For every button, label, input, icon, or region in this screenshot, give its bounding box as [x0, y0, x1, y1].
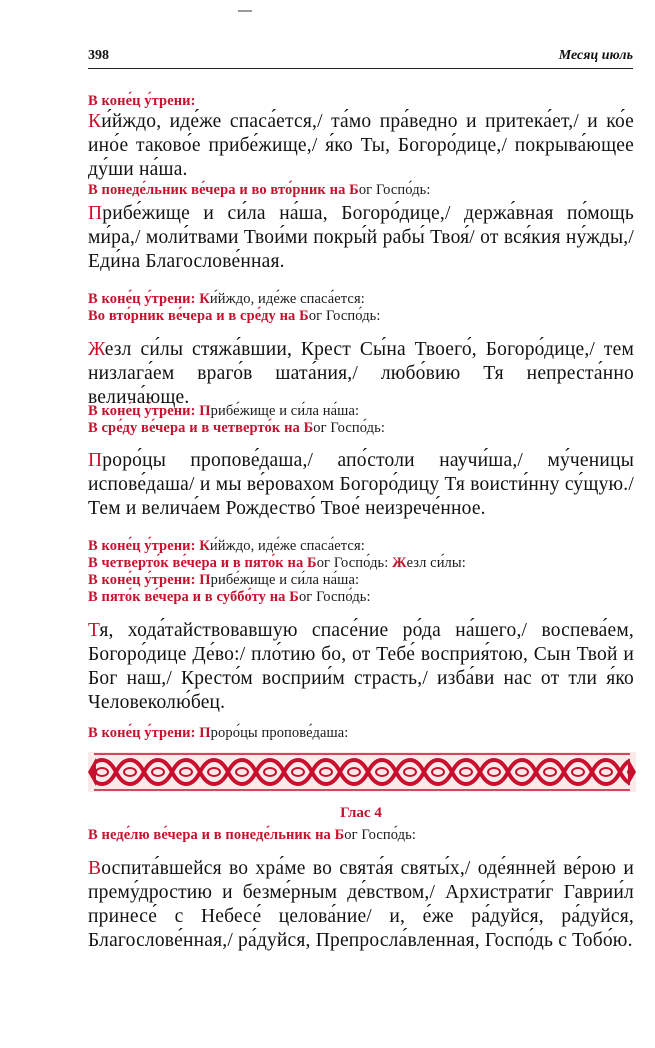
rubric-line — [88, 419, 634, 437]
hymn-body: роро́цы пропове́даша,/ апо́столи научи́ша,/ му́ченицы испове́даша/ и мы ве́ровахом Богоро́дицу Тя воисти́нну су́щую./ Тем и велича́ем Рождество́ Твое́ неизрече́нное. — [88, 450, 634, 519]
rubric-line — [88, 588, 634, 606]
ornament-divider — [88, 752, 636, 792]
rubric-incipit-text: ог Госпо́дь: — [308, 308, 381, 324]
rubric-incipit-text: ог Госпо́дь: — [344, 827, 416, 843]
rubric-incipit-text: рибе́жище и си́ла на́ша: — [210, 572, 360, 588]
rubric-line — [88, 724, 634, 742]
hymn-text — [88, 110, 634, 182]
hymn-body: рибе́жище и си́ла на́ша, Богоро́дице,/ держа́вная по́мощь ми́ра,/ моли́твами Твои́ми покры́й рабы́ Твоя́/ от вся́кия ну́жды,/ Еди́на Благослове́нная. — [88, 203, 634, 272]
rubric-red-text: В четверто́к ве́чера и в пято́к на Б — [88, 555, 317, 571]
rubric-incipit-text: рибе́жище и си́ла на́ша: — [210, 403, 360, 419]
rubric-red-text: В коне́ц у́трени: П — [88, 572, 211, 588]
hymn-text — [88, 202, 634, 274]
rubric-line — [88, 554, 634, 572]
rubric-incipit-text: ог Госпо́дь: — [316, 555, 393, 571]
rubric-red-text: Ж — [392, 555, 407, 571]
hymn-body: езл си́лы стяжа́вшии, Крест Сы́на Твоего́, Богоро́дице,/ тем низлага́ем враго́в шата́ния,/ любо́вию Тя непреста́нно велича́юще. — [88, 339, 634, 408]
page-number: 398 — [88, 48, 109, 63]
running-title: Месяц июль — [558, 48, 633, 63]
rubric-line — [88, 571, 634, 589]
rubric-red-text: В коне́ц у́трени: К — [88, 538, 210, 554]
rubric-red-text: В коне́ц у́трени: П — [88, 403, 211, 419]
rubric-line — [88, 92, 634, 110]
rubric-line — [88, 826, 634, 844]
rubric-line — [88, 402, 634, 420]
hymn-text — [88, 338, 634, 410]
hymn-text — [88, 619, 634, 715]
initial-letter: П — [88, 450, 103, 471]
initial-letter: П — [88, 203, 103, 224]
rubric-incipit-text: ог Госпо́дь: — [313, 420, 385, 436]
rubric-red-text: В неде́лю ве́чера и в понеде́льник на Б — [88, 827, 345, 843]
rubric-red-text: В пято́к ве́чера и в суббо́ту на Б — [88, 589, 299, 605]
rubric-incipit-text: езл си́лы: — [406, 555, 466, 571]
rubric-incipit-text: роро́цы пропове́даша: — [210, 725, 349, 741]
rubric-red-text: В коне́ц у́трени: П — [88, 725, 211, 741]
hymn-text — [88, 857, 634, 953]
rubric-line — [88, 537, 634, 555]
rubric-line — [88, 181, 634, 199]
initial-letter: Т — [88, 620, 100, 641]
hymn-body: я, хода́тайствовавшую спасе́ние ро́да на́шего,/ воспева́ем, Богоро́дице Де́во:/ пло́тию бо, от Тебе́ восприя́тою, Сын Твой и Бог наш,/ Кресто́м восприи́м страсть,/ изба́ви нас от тли я́ко Человеколю́бец. — [88, 620, 634, 713]
hymn-text — [88, 449, 634, 521]
rubric-line — [88, 307, 634, 325]
initial-letter: В — [88, 858, 102, 879]
hymn-body: оспита́вшейся во хра́ме во свята́я святы́х,/ оде́янней ве́рою и прему́дростию и безме́рным де́вством,/ Архистрати́г Гаврии́л принесе́ с Небесе́ целова́ние/ и, е́же ра́дуйся, ра́дуйся, Благослове́нная,/ ра́дуйся, Препросла́вленная, Госпо́дь с Тобо́ю. — [88, 858, 634, 951]
rubric-incipit-text: ог Госпо́дь: — [298, 589, 371, 605]
initial-letter: К — [88, 111, 102, 132]
rubric-red-text: В понеде́льник ве́чера и во вто́рник на Б — [88, 182, 359, 198]
rubric-incipit-text: и́йждо, иде́же спаса́ется: — [209, 538, 365, 554]
scan-mark — [238, 10, 252, 12]
tone-heading: Глас 4 — [340, 805, 382, 821]
hymn-body: и́йждо, иде́же спаса́ется,/ та́мо пра́ведно и притека́ет,/ и ко́е ино́е таково́е прибе́жище,/ я́ко Ты, Богоро́дице,/ покрыва́ющее ду́ши на́ша. — [88, 111, 634, 180]
rubric-red-text: В коне́ц у́трени: — [88, 93, 196, 109]
rubric-red-text: В коне́ц у́трени: К — [88, 291, 210, 307]
running-header — [88, 46, 633, 69]
rubric-incipit-text: и́йждо, иде́же спаса́ется: — [209, 291, 365, 307]
rubric-incipit-text: ог Госпо́дь: — [358, 182, 431, 198]
initial-letter: Ж — [88, 339, 105, 360]
rubric-red-text: Во вто́рник ве́чера и в сре́ду на Б — [88, 308, 309, 324]
rubric-line — [88, 290, 634, 308]
rubric-red-text: В сре́ду ве́чера и в четверто́к на Б — [88, 420, 314, 436]
